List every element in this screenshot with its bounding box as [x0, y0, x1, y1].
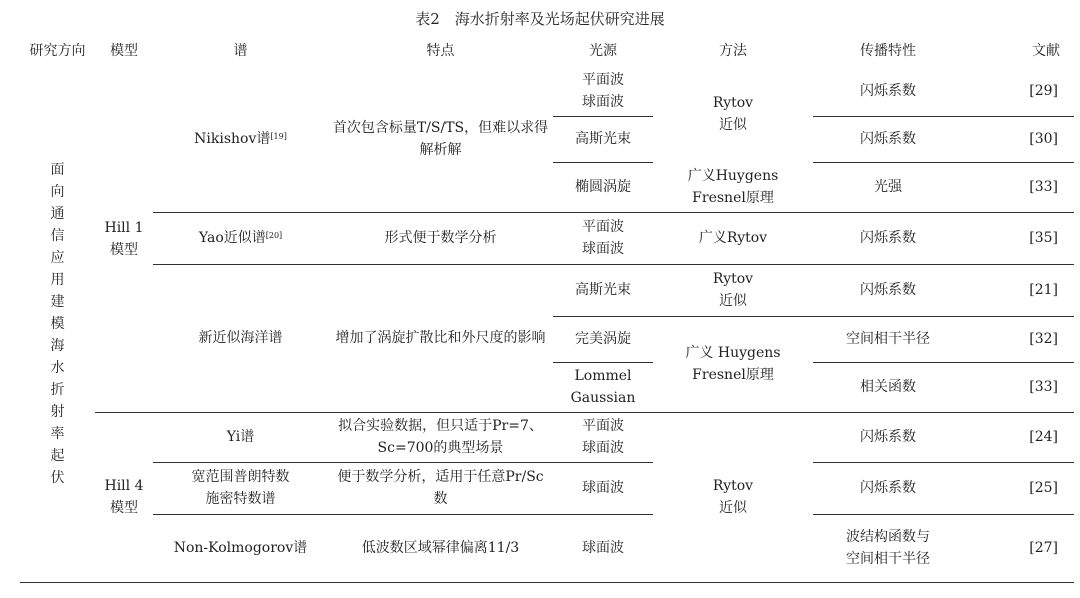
reference-cell: [33]: [963, 362, 1074, 412]
direction-char: 射: [50, 403, 65, 420]
table-row: [20, 462, 1074, 514]
property-cell: 空间相干半径: [813, 316, 963, 362]
method-cell: [653, 264, 813, 316]
research-direction-text: [24, 159, 91, 489]
reference-cell: [21]: [963, 264, 1074, 316]
reference-cell: [30]: [963, 116, 1074, 162]
text-line: 空间相干半径: [846, 551, 930, 567]
method-text: [657, 268, 809, 312]
text-line: 高斯光束: [575, 131, 631, 147]
table-caption: 表2 海水折射率及光场起伏研究进展: [415, 10, 665, 28]
property-cell: 闪烁系数: [813, 264, 963, 316]
reference-cell: [32]: [963, 316, 1074, 362]
table-row: [20, 66, 1074, 116]
property-cell: [813, 514, 963, 582]
source-text: [557, 537, 649, 559]
direction-char: 建: [50, 293, 65, 310]
method-cell: [653, 66, 813, 162]
property-cell: 闪烁系数: [813, 116, 963, 162]
header-cell: 特点: [426, 43, 455, 59]
source-cell: [553, 316, 653, 362]
spectrum-name: Non-Kolmogorov谱: [173, 540, 308, 556]
text-line: 完美涡旋: [575, 331, 631, 347]
text-line: 模型: [110, 500, 138, 516]
header-row: [20, 36, 1074, 66]
text-line: 解析解: [419, 141, 462, 158]
spectrum-name: Nikishov谱: [194, 130, 271, 147]
feature-cell: [328, 212, 553, 264]
reference-cell: [25]: [963, 462, 1074, 514]
property-cell: 光强: [813, 162, 963, 212]
feature-cell: [328, 514, 553, 582]
spectrum-name: [157, 466, 324, 510]
text-line: 球面波: [582, 93, 624, 110]
spectrum-cell: [153, 462, 328, 514]
header-cell: 光源: [589, 43, 617, 59]
feature-cell: [328, 66, 553, 212]
text-line: 高斯光束: [575, 282, 631, 298]
text-line: 低波数区域幂律偏离11/3: [361, 540, 520, 556]
direction-char: 信: [50, 227, 65, 244]
text-line: Rytov: [712, 271, 754, 287]
source-cell: [553, 362, 653, 412]
table-row: [20, 412, 1074, 462]
model-cell: [95, 412, 153, 582]
text-line: 椭圆涡旋: [575, 179, 631, 195]
text-line: 近似: [719, 117, 747, 133]
text-line: 平面波: [582, 219, 624, 235]
spectrum-name: Yi谱: [226, 429, 255, 445]
method-text: [657, 92, 809, 136]
text-line: 近似: [719, 500, 747, 516]
spectrum-cell: [153, 412, 328, 462]
source-cell: [553, 212, 653, 264]
text-line: 平面波: [582, 71, 624, 88]
research-table: [20, 36, 1074, 583]
text-line: 广义Rytov: [698, 230, 768, 246]
text-line: Lommel: [574, 368, 632, 384]
direction-char: 起: [50, 447, 65, 464]
source-cell: [553, 264, 653, 316]
feature-text: [332, 466, 549, 510]
method-cell: [653, 412, 813, 582]
source-text: [557, 69, 649, 113]
text-line: 形式便于数学分析: [384, 230, 497, 246]
text-line: 球面波: [582, 440, 624, 456]
property-cell: 闪烁系数: [813, 412, 963, 462]
table-row: [20, 514, 1074, 582]
method-text: [657, 227, 809, 249]
table-row: [20, 212, 1074, 264]
source-cell: [553, 412, 653, 462]
source-text: [557, 216, 649, 260]
spectrum-cell: [153, 212, 328, 264]
text-line: 施密特数谱: [205, 491, 276, 507]
spectrum-ref: [19]: [270, 131, 287, 141]
spectrum-cell: [153, 514, 328, 582]
property-cell: 闪烁系数: [813, 462, 963, 514]
reference-cell: [35]: [963, 212, 1074, 264]
feature-text: [332, 537, 549, 559]
source-text: [557, 415, 649, 459]
method-cell: [653, 162, 813, 212]
direction-char: 水: [50, 359, 65, 376]
property-text: [817, 526, 959, 570]
feature-cell: [328, 412, 553, 462]
header-cell: 谱: [233, 43, 248, 59]
text-line: 首次包含标量T/S/TS，但难以求得: [332, 119, 549, 136]
text-line: Sc=700的典型场景: [377, 440, 504, 456]
direction-char: 应: [50, 249, 65, 266]
model-label: [99, 475, 149, 519]
direction-char: 折: [50, 381, 65, 398]
text-line: 宽范围普朗特数: [191, 469, 290, 485]
property-cell: 相关函数: [813, 362, 963, 412]
property-cell: 闪烁系数: [813, 212, 963, 264]
model-cell: [95, 66, 153, 412]
spectrum-cell: [153, 66, 328, 212]
property-cell: 闪烁系数: [813, 66, 963, 116]
direction-char: 伏: [50, 469, 65, 486]
text-line: Rytov: [712, 478, 754, 494]
text-line: 球面波: [582, 480, 624, 496]
source-text: [557, 477, 649, 499]
header-cell: 模型: [110, 43, 138, 59]
source-text: [557, 176, 649, 198]
direction-char: 模: [50, 315, 65, 332]
text-line: 波结构函数与: [846, 529, 930, 545]
source-text: [557, 128, 649, 150]
direction-char: 面: [50, 161, 65, 178]
spectrum-cell: [153, 264, 328, 412]
header-cell: 方法: [719, 43, 747, 59]
feature-text: [332, 117, 549, 161]
reference-cell: [27]: [963, 514, 1074, 582]
text-line: Hill 4: [104, 478, 144, 494]
feature-cell: [328, 462, 553, 514]
text-line: 近似: [719, 293, 747, 309]
text-line: Rytov: [712, 95, 754, 111]
spectrum-name: Yao近似谱: [198, 230, 266, 246]
spectrum-ref: [20]: [265, 231, 283, 240]
direction-char: 通: [50, 205, 65, 222]
text-line: 广义Huygens: [687, 167, 779, 184]
text-line: Gaussian: [570, 390, 636, 406]
header-cell: 研究方向: [29, 43, 86, 59]
text-line: 增加了涡旋扩散比和外尺度的影响: [335, 330, 546, 346]
source-cell: [553, 514, 653, 582]
feature-text: [332, 415, 549, 459]
reference-cell: [24]: [963, 412, 1074, 462]
text-line: 拟合实验数据，但只适于Pr=7、: [338, 418, 543, 434]
method-cell: [653, 316, 813, 412]
direction-char: 率: [50, 425, 65, 442]
text-line: Fresnel原理: [692, 189, 774, 206]
feature-text: [332, 327, 549, 349]
source-text: [557, 328, 649, 350]
method-text: [657, 475, 809, 519]
source-cell: [553, 162, 653, 212]
header-cell: 文献: [1032, 43, 1060, 59]
source-cell: [553, 462, 653, 514]
feature-text: [332, 227, 549, 249]
method-text: [657, 342, 809, 386]
source-cell: [553, 66, 653, 116]
text-line: Fresnel原理: [692, 367, 774, 383]
research-direction-cell: [20, 66, 95, 582]
table-row: [20, 264, 1074, 316]
feature-cell: [328, 264, 553, 412]
reference-cell: [33]: [963, 162, 1074, 212]
method-text: [657, 165, 809, 209]
model-label: [99, 217, 149, 261]
direction-char: 用: [50, 271, 65, 288]
direction-char: 向: [50, 183, 65, 200]
direction-char: 海: [50, 337, 65, 354]
spectrum-name: 新近似海洋谱: [198, 330, 283, 346]
source-text: [557, 365, 649, 409]
reference-cell: [29]: [963, 66, 1074, 116]
text-line: 广义 Huygens: [685, 345, 781, 361]
source-cell: [553, 116, 653, 162]
text-line: 球面波: [582, 241, 624, 257]
text-line: 便于数学分析，适用于任意Pr/Sc数: [337, 469, 544, 507]
text-line: 平面波: [582, 418, 624, 434]
header-cell: 传播特性: [860, 43, 916, 59]
method-cell: [653, 212, 813, 264]
source-text: [557, 279, 649, 301]
text-line: 球面波: [582, 540, 624, 556]
text-line: 模型: [110, 241, 138, 258]
text-line: Hill 1: [104, 219, 144, 236]
